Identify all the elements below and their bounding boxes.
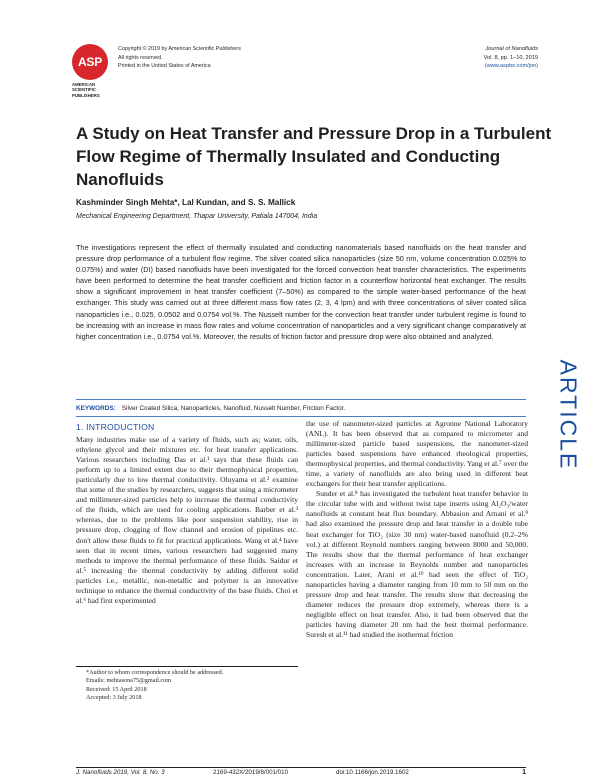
article-type-label: ARTICLE — [555, 359, 582, 471]
page-number: 1 — [522, 769, 526, 776]
keywords — [76, 405, 345, 412]
footer-doi: doi:10.1166/jon.2019.1602 — [336, 769, 409, 776]
section-heading: 1. INTRODUCTION — [76, 422, 155, 432]
left-column — [76, 422, 298, 606]
body-paragraph: Many industries make use of a variety of fluids, such as; water, oils, ethylene glycol and their mixtures etc. for heat transfer applications. Various researchers including Das et al.¹ says that these fluids can perform up to a limited extent due to their thermophysical properties, particularly due to low thermal conductivity. Oluyama et al.² examine that some of the studies by researchers, suggests that using a micrometer and millimeter-sized particles help to increase the thermal conductivity of the fluids, which are used for cooling applications. Barber et al.³ whereas, due to the problems like poor suspension stability, rise in pressure drop, clogging of flow channel and erosion of pipelines etc. don't allow these fluids to fit for practical applications. Wang et al.⁴ have seen that in recent times, various researchers had suggested many methods to improve the thermal performance of these fluids. Saidur et al.⁵ increasing the thermal conductivity by adding different solid particles i.e., metallic, non-metallic and polymer is an innovative technique to enhance the thermal conductivity of the base fluids. Choi et al.⁶ had first experimented — [76, 435, 298, 605]
publisher-logo — [72, 44, 112, 98]
keywords-label: KEYWORDS: — [76, 405, 116, 412]
footnote: *Author to whom correspondence should be addressed. Emails: mehtasona75@gmail.com Received: 15 April 2018 Accepted: 3 July 2018 — [76, 666, 298, 703]
footer-journal: J. Nanofluids 2019, Vol. 8, No. 3 — [76, 769, 165, 776]
journal-name: Journal of Nanofluids — [485, 46, 538, 52]
affiliation: Mechanical Engineering Department, Thapar University, Patiala 147004, India — [76, 213, 318, 220]
article-title: A Study on Heat Transfer and Pressure Drop in a Turbulent Flow Regime of Thermally Insulated and Conducting Nanofluids — [76, 124, 552, 189]
divider — [76, 416, 526, 417]
journal-info — [484, 45, 538, 71]
footer-divider — [76, 767, 526, 768]
keywords-list: Silver Coated Silica, Nanoparticles, Nanofluid, Nusselt Number, Friction Factor. — [121, 405, 346, 412]
author-email: Emails: mehtasona75@gmail.com — [86, 677, 172, 685]
abstract: The investigations represent the effect of thermally insulated and conducting nanomaterials based nanofluids on the heat transfer and pressure drop performance of a turbulent flow regime. The silver coated silica nanoparticles (size 50 nm, volume concentration 0.025% to 0.075%) and water (DI) based nanofluids have been investigated for the forced convection heat transfer characteristics. The experiments have been performed to determine the heat transfer coefficient and friction factor in a counterflow horizontal heat exchanger. The results show a significant improvement in heat transfer coefficient (7–50%) as compared to the simple water-based performance of the heat exchanger. This study was carried out at three different mass flow rates (2, 3, 4 lpm) and with three concentrations of silver coated silica nanoparticles i.e., 0.025, 0.0502 and 0.0754 vol.%. The Nusselt number for the convection heat transfer under turbulent regime is found to be increasing with an increase in mass flow rates and volume concentration of nanoparticles and a very significant change comparatively at higher concentration i.e., 0.0754 vol.%. Moreover, the results of friction factor and pressure drop were also obtained and analyzed. — [76, 243, 526, 341]
author-list: Kashminder Singh Mehta*, Lal Kundan, and S. S. Mallick — [76, 198, 296, 207]
journal-url[interactable]: (www.aspbs.com/jon) — [484, 63, 538, 70]
publisher-name: AMERICAN SCIENTIFIC PUBLISHERS — [72, 82, 100, 98]
footer-issn: 2169-432X/2019/8/001/010 — [213, 769, 289, 776]
right-column — [306, 419, 528, 640]
asp-logo-mark: ASP — [72, 44, 108, 80]
divider — [76, 399, 526, 400]
body-paragraph: the use of nanometer-sized particles at Agronne National Laboratory (ANL). It has been observed that as compared to micrometer and millimeter-sized particle based suspensions, the nanometer-sized particles based suspensions have enhanced rheological properties, thermophysical properties, and thermal conductivity. Yang et al.⁷ over the time, a variety of nanofluids are also being used in different heat exchangers for their heat transfer applications. — [306, 419, 528, 489]
journal-volume: Vol. 8, pp. 1–10, 2019 — [483, 54, 538, 61]
copyright-notice: Copyright © 2019 by American Scientific Publishers All rights reserved. Printed in the United States of America — [118, 46, 241, 70]
body-paragraph: Sunder et al.⁸ has investigated the turbulent heat transfer behavior in the circular tube with and without twist tape inserts using Al₂O₃/water nanofluids at constant heat flux boundary. Abbasion and Arnani et al.⁹ had also examined the pressure drop and heat transfer in a double tube heat exchanger for TiO₂ (size 30 nm) water-based nanofluid (0.2–2% vol.) at different Reynold numbers ranging between 8000 and 50,000. The results show that the thermal performance of heat exchanger increases with an increase in Reynolds number and nanoparticles concentration. Later, Arani et al.¹⁰ had seen the effect of TiO₂ nanoparticles having a diameter ranging from 10 mm to 50 mm on the pressure drop and heat transfer. The results show that decreasing the diameter reduces the pressure drop extremely, whereas there is a negligible effect on heat transfer. Also, it had been observed that the particles having diameter 20 nm had the best thermal performance. Suresh et al.¹¹ had studied the isothermal friction — [306, 489, 528, 639]
